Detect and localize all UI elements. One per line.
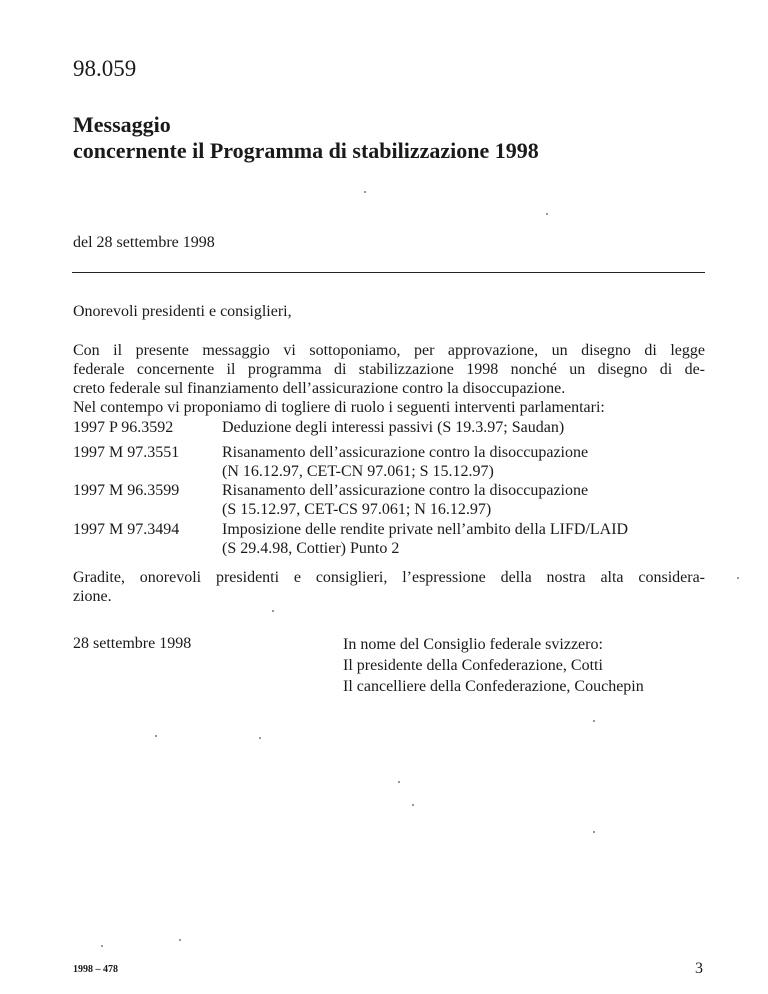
intervention-code: 1997 M 97.3494 bbox=[73, 521, 180, 538]
scan-speck bbox=[179, 939, 181, 941]
intervention-description bbox=[222, 481, 588, 519]
scan-speck bbox=[398, 781, 400, 783]
intervention-code: 1997 P 96.3592 bbox=[73, 419, 174, 436]
scan-speck bbox=[593, 831, 595, 833]
scan-speck bbox=[155, 735, 157, 737]
message-date: del 28 settembre 1998 bbox=[73, 234, 215, 251]
paragraph-line: Con il presente messaggio vi sottoponiamo, per approvazione, un disegno di legge bbox=[73, 342, 705, 359]
title-line-1: Messaggio bbox=[73, 112, 171, 137]
closing-line: zione. bbox=[73, 588, 112, 605]
intervention-description bbox=[222, 443, 588, 481]
signature-block bbox=[343, 634, 644, 697]
intro-paragraph bbox=[73, 341, 705, 398]
description-line: Deduzione degli interessi passivi (S 19.3.97; Saudan) bbox=[222, 419, 565, 436]
closing-line: Gradite, onorevoli presidenti e consiglieri, l’espressione della nostra alta considera- bbox=[73, 569, 705, 586]
horizontal-rule bbox=[72, 272, 705, 273]
signature-line: In nome del Consiglio federale svizzero: bbox=[343, 636, 603, 653]
scan-speck bbox=[272, 610, 274, 612]
interventions-intro: Nel contempo vi proponiamo di togliere di ruolo i seguenti interventi parlamentari: bbox=[73, 399, 605, 416]
scan-speck bbox=[593, 720, 595, 722]
scan-speck bbox=[546, 213, 548, 215]
signature-line: Il presidente della Confederazione, Cotti bbox=[343, 657, 603, 674]
signature-line: Il cancelliere della Confederazione, Couchepin bbox=[343, 678, 644, 695]
description-line: Risanamento dell’assicurazione contro la disoccupazione bbox=[222, 482, 589, 499]
title-line-2: concernente il Programma di stabilizzazione 1998 bbox=[73, 138, 539, 163]
document-number: 98.059 bbox=[73, 56, 137, 81]
signature-date: 28 settembre 1998 bbox=[73, 635, 192, 652]
scan-speck bbox=[101, 945, 103, 947]
scan-speck bbox=[412, 804, 414, 806]
paragraph-line: federale concernente il programma di stabilizzazione 1998 nonché un disegno di de- bbox=[73, 361, 705, 378]
scan-speck bbox=[259, 737, 261, 739]
description-line: Imposizione delle rendite private nell’ambito della LIFD/LAID bbox=[222, 521, 629, 538]
document-title bbox=[73, 112, 539, 164]
page-number: 3 bbox=[695, 960, 703, 977]
description-line: (N 16.12.97, CET-CN 97.061; S 15.12.97) bbox=[222, 463, 494, 480]
paragraph-line: creto federale sul finanziamento dell’assicurazione contro la disoccupazione. bbox=[73, 380, 566, 397]
description-line: Risanamento dell’assicurazione contro la disoccupazione bbox=[222, 444, 589, 461]
description-line: (S 29.4.98, Cottier) Punto 2 bbox=[222, 540, 400, 557]
intervention-code: 1997 M 96.3599 bbox=[73, 482, 180, 499]
scan-speck bbox=[364, 191, 366, 193]
footer-code: 1998 – 478 bbox=[73, 964, 118, 975]
intervention-description bbox=[222, 418, 564, 437]
closing-paragraph bbox=[73, 568, 705, 606]
scan-speck bbox=[737, 577, 739, 579]
salutation: Onorevoli presidenti e consiglieri, bbox=[73, 303, 292, 320]
intervention-description bbox=[222, 520, 628, 558]
description-line: (S 15.12.97, CET-CS 97.061; N 16.12.97) bbox=[222, 501, 492, 518]
intervention-code: 1997 M 97.3551 bbox=[73, 444, 180, 461]
